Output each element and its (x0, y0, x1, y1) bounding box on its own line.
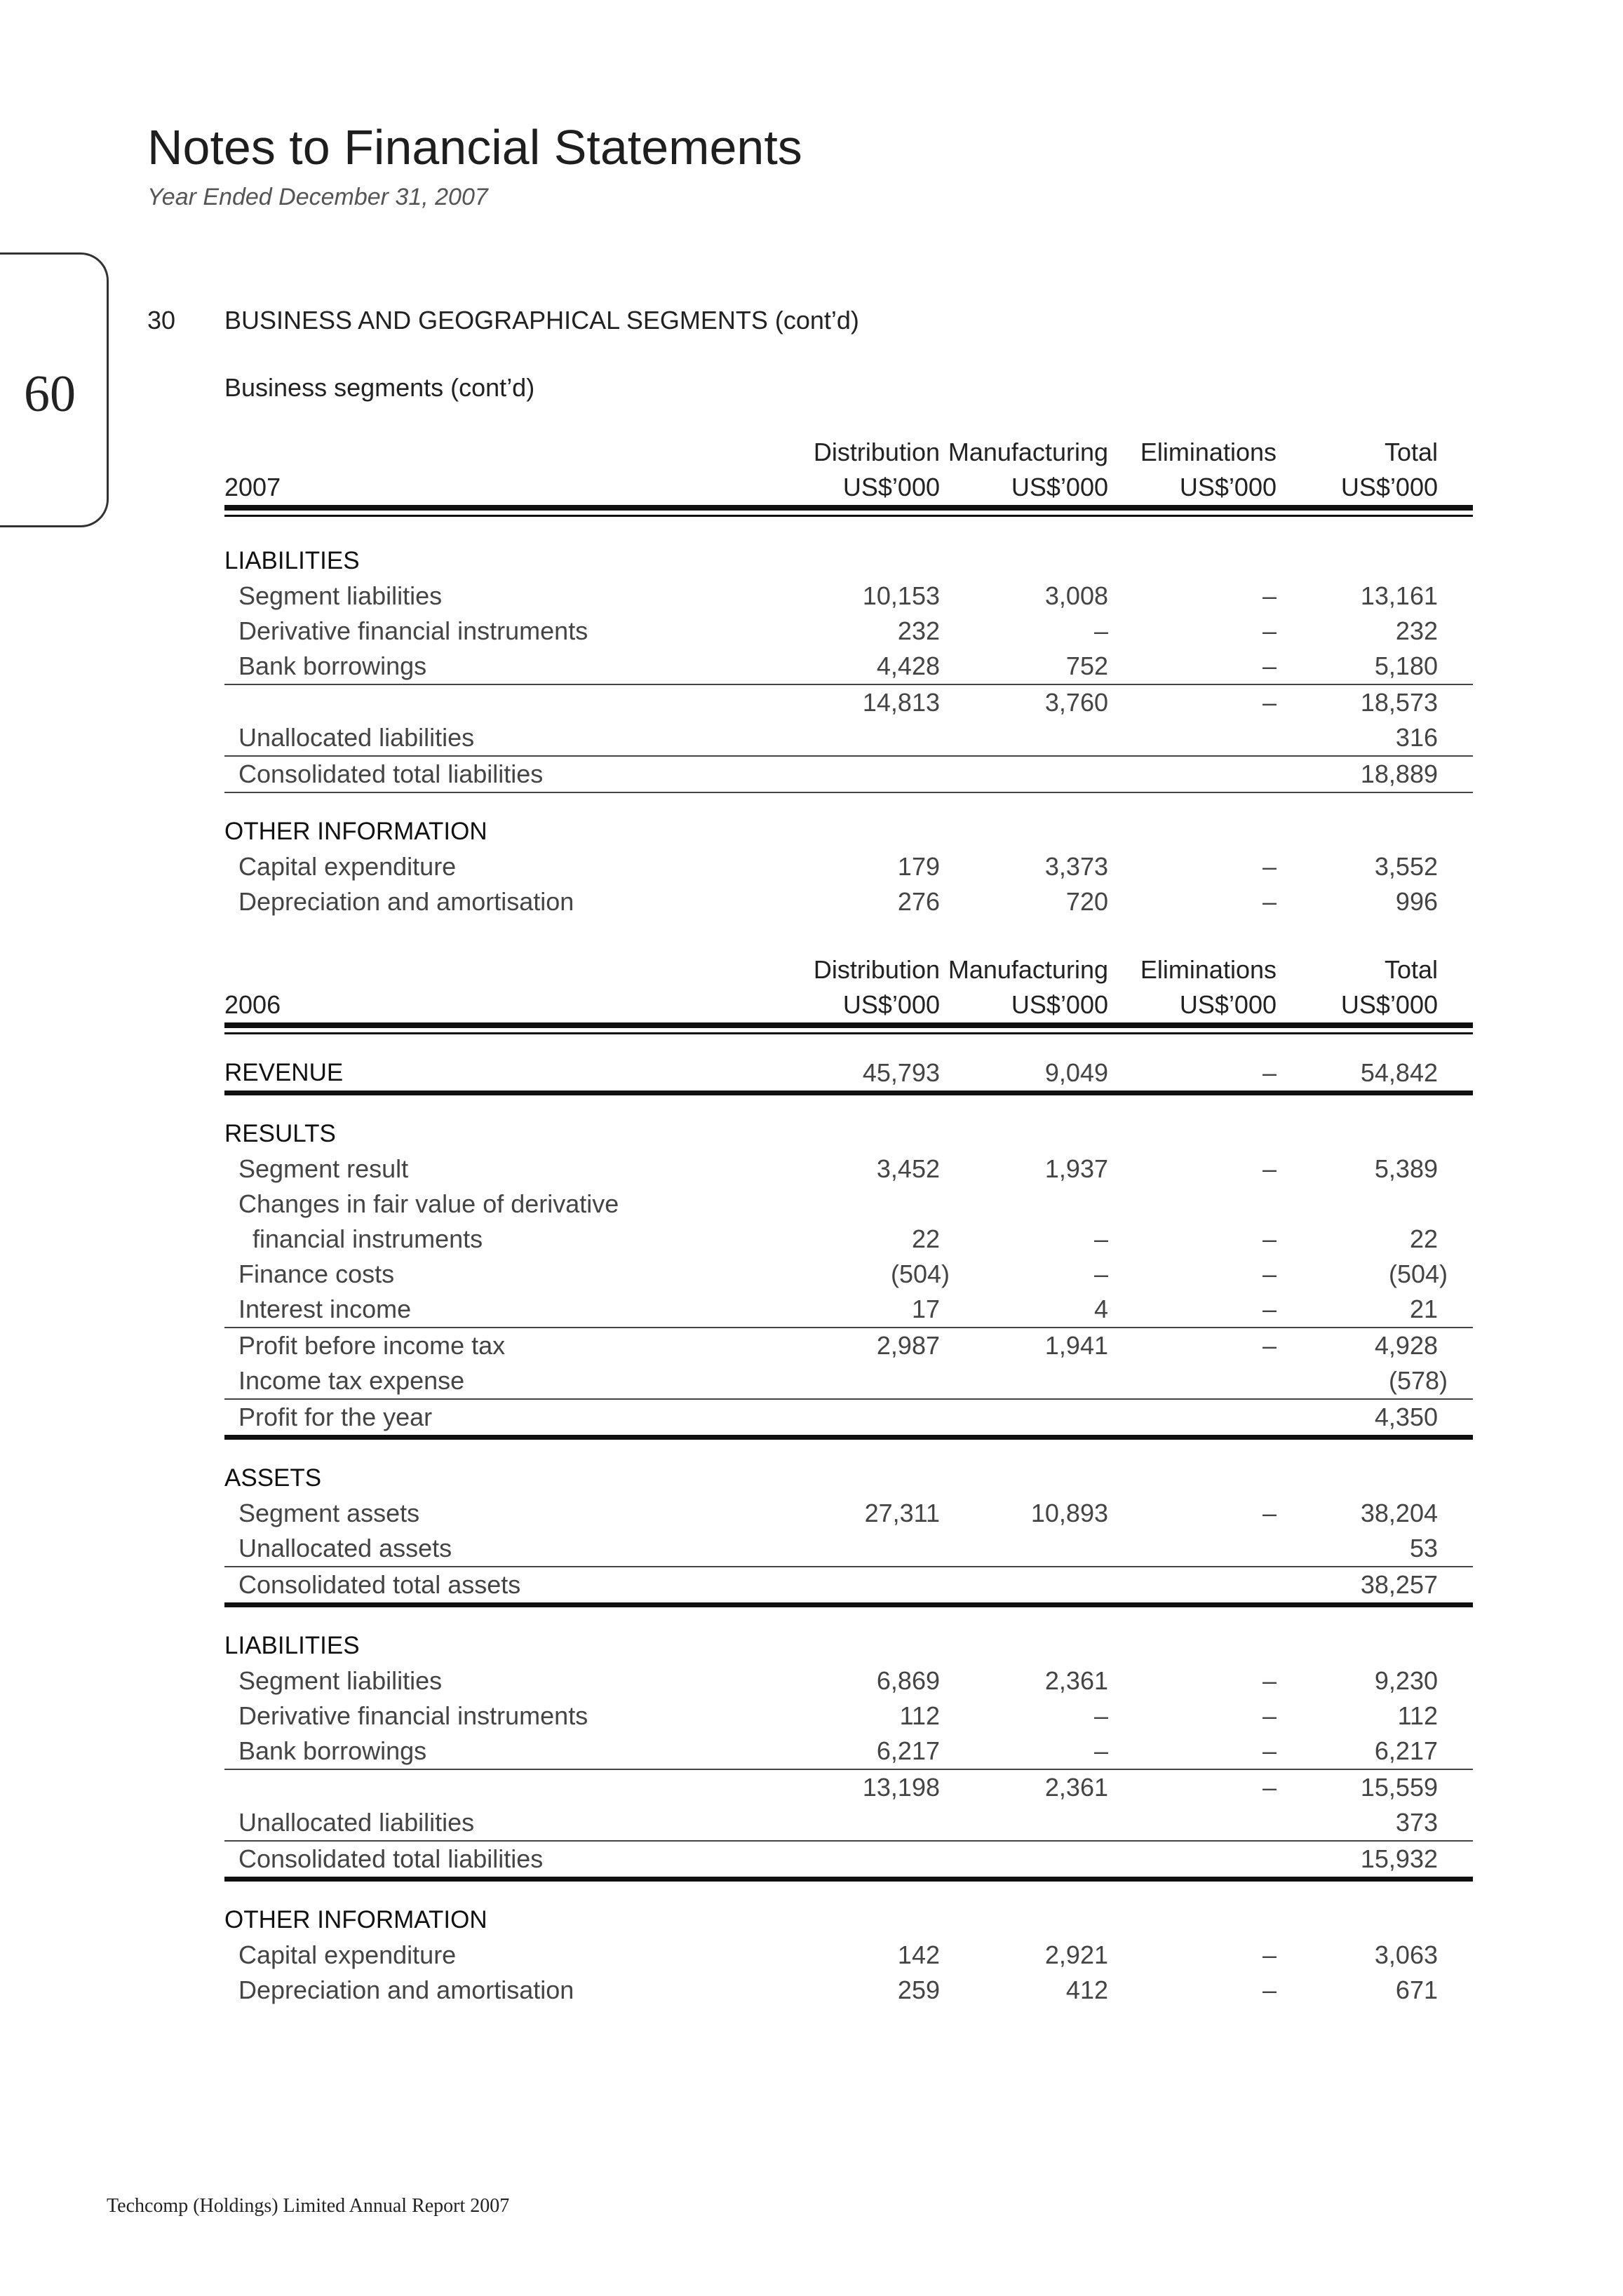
table-row: Unallocated liabilities 316 (224, 720, 1473, 757)
column-header-eliminations: Eliminations US$’000 (1140, 438, 1277, 501)
table-row: Derivative financial instruments 232 – – 232 (238, 616, 1438, 645)
total-row: Consolidated total liabilities 18,889 (224, 757, 1473, 793)
segment-table-2007 (224, 435, 1473, 919)
table-row: Segment assets 27,311 10,893 – 38,204 (238, 1499, 1438, 1527)
table-row: Capital expenditure 179 3,373 – 3,552 (238, 852, 1438, 881)
table-row: Depreciation and amortisation 259 412 – 671 (238, 1976, 1438, 2004)
subtotal-row: 13,198 2,361 – 15,559 (862, 1773, 1438, 1802)
header-rule (224, 505, 1473, 511)
year-label: 2006 (224, 990, 281, 1019)
table-row: Unallocated liabilities 373 (224, 1805, 1473, 1842)
table-row: Capital expenditure 142 2,921 – 3,063 (238, 1940, 1438, 1969)
column-header-total: Total US$’000 (1340, 955, 1438, 1019)
table-row: Segment liabilities 6,869 2,361 – 9,230 (238, 1666, 1438, 1695)
table-row: Bank borrowings 6,217 – – 6,217 (224, 1734, 1473, 1770)
table-header (224, 952, 1473, 1022)
total-row: Consolidated total assets 38,257 (224, 1567, 1473, 1607)
page-title: Notes to Financial Statements (147, 120, 802, 175)
revenue-row: REVENUE 45,793 9,049 – 54,842 (224, 1055, 1473, 1095)
footer-text: Techcomp (Holdings) Limited Annual Report 2007 (107, 2195, 510, 2217)
group-heading-results: RESULTS (224, 1120, 336, 1147)
table-header (224, 435, 1473, 505)
column-header-total: Total US$’000 (1340, 438, 1438, 501)
section-number: 30 (147, 306, 176, 335)
column-header-manufacturing: Manufacturing US$’000 (948, 438, 1108, 501)
table-row: Segment liabilities 10,153 3,008 – 13,161 (238, 581, 1438, 610)
table-row: Derivative financial instruments 112 – – 112 (238, 1701, 1438, 1730)
table-row: Bank borrowings 4,428 752 – 5,180 (224, 649, 1473, 685)
table-row: Finance costs (504) – – (504) (238, 1260, 1448, 1288)
page-number: 60 (24, 365, 76, 423)
subtotal-row: Profit before income tax 2,987 1,941 – 4,928 (238, 1331, 1438, 1360)
column-header-eliminations: Eliminations US$’000 (1140, 955, 1277, 1019)
year-label: 2007 (224, 473, 281, 501)
group-heading-liabilities: LIABILITIES (224, 547, 360, 574)
header-rule-thin (224, 515, 1473, 517)
table-row: financial instruments 22 – – 22 (252, 1224, 1438, 1253)
segment-table-2006 (224, 952, 1473, 2008)
total-row: Consolidated total liabilities 15,932 (224, 1842, 1473, 1882)
subsection-heading: Business segments (cont’d) (224, 373, 535, 402)
subtotal-row: 14,813 3,760 – 18,573 (862, 688, 1438, 717)
table-row: Interest income 17 4 – 21 (224, 1292, 1473, 1328)
table-row: Segment result 3,452 1,937 – 5,389 (238, 1154, 1438, 1183)
group-heading-other-information: OTHER INFORMATION (224, 818, 487, 845)
group-heading-liabilities: LIABILITIES (224, 1632, 360, 1659)
table-row: Income tax expense (578) (224, 1363, 1473, 1400)
column-header-distribution: Distribution US$’000 (813, 955, 940, 1019)
table-row: Unallocated assets 53 (224, 1531, 1473, 1567)
table-row: Changes in fair value of derivative (238, 1189, 619, 1218)
page-subtitle: Year Ended December 31, 2007 (147, 184, 488, 210)
header-rule (224, 1022, 1473, 1028)
group-heading-other-information: OTHER INFORMATION (224, 1906, 487, 1933)
table-row: Depreciation and amortisation 276 720 – 996 (238, 887, 1438, 916)
total-row: Profit for the year 4,350 (224, 1400, 1473, 1440)
column-header-distribution: Distribution US$’000 (813, 438, 940, 501)
section-heading: BUSINESS AND GEOGRAPHICAL SEGMENTS (cont’d) (224, 306, 859, 335)
column-header-manufacturing: Manufacturing US$’000 (948, 955, 1108, 1019)
header-rule-thin (224, 1032, 1473, 1034)
group-heading-assets: ASSETS (224, 1464, 322, 1492)
